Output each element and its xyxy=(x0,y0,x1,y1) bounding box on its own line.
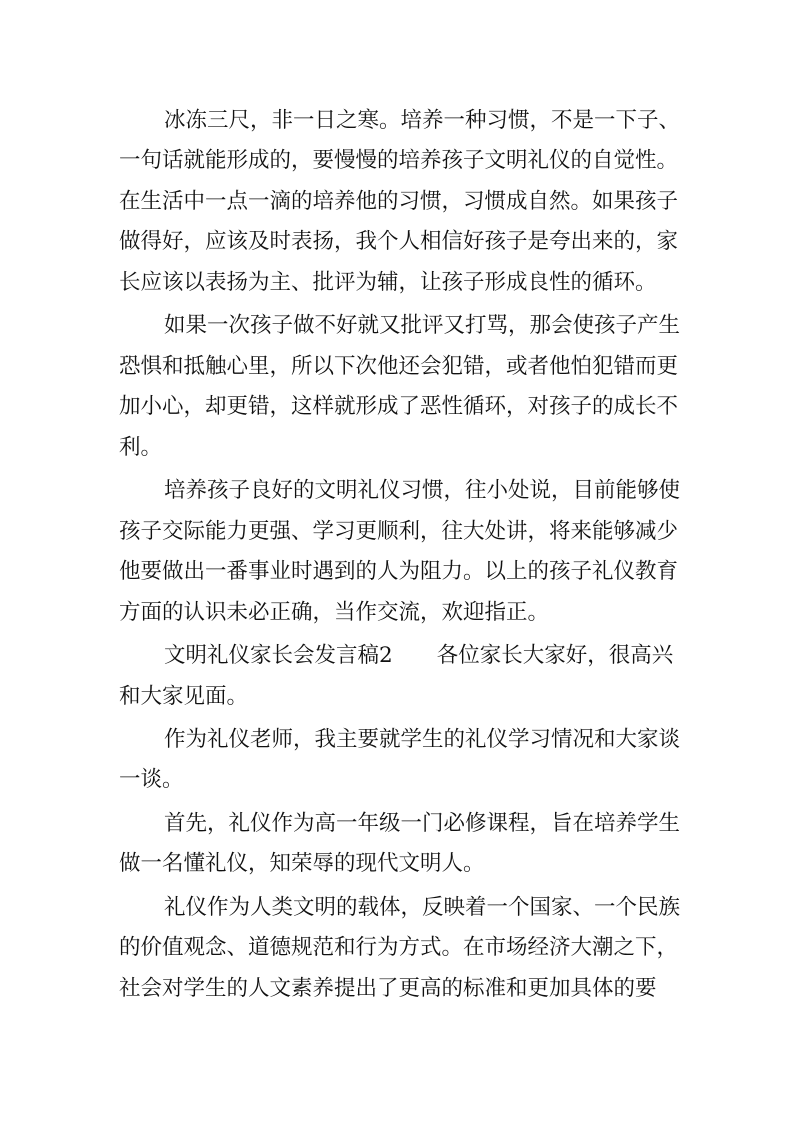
paragraph-3-line-3: 他要做出一番事业时遇到的人为阻力。以上的孩子礼仪教育 xyxy=(119,559,679,584)
paragraph-7-line-2: 的价值观念、道德规范和行为方式。在市场经济大潮之下， xyxy=(119,935,679,960)
paragraph-2-line-3: 加小心，却更错，这样就形成了恶性循环，对孩子的成长不 xyxy=(119,394,679,419)
paragraph-7-line-1: 礼仪作为人类文明的载体，反映着一个国家、一个民族 xyxy=(164,895,681,920)
paragraph-2-line-4: 利。 xyxy=(119,435,163,460)
paragraph-5-line-1: 作为礼仪老师，我主要就学生的礼仪学习情况和大家谈 xyxy=(164,727,681,752)
speech-heading: 文明礼仪家长会发言稿2 xyxy=(164,643,393,668)
paragraph-3-line-4: 方面的认识未必正确，当作交流，欢迎指正。 xyxy=(119,600,550,625)
paragraph-6-line-2: 做一名懂礼仪，知荣辱的现代文明人。 xyxy=(119,851,485,876)
paragraph-1-line-5: 长应该以表扬为主、批评为辅，让孩子形成良性的循环。 xyxy=(119,270,657,295)
paragraph-4-line-2: 和大家见面。 xyxy=(119,684,249,709)
paragraph-2-line-1: 如果一次孩子做不好就又批评又打骂，那会使孩子产生 xyxy=(164,313,681,338)
paragraph-1-line-3: 在生活中一点一滴的培养他的习惯，习惯成自然。如果孩子 xyxy=(119,189,679,214)
paragraph-1-line-2: 一句话就能形成的，要慢慢的培养孩子文明礼仪的自觉性。 xyxy=(119,148,679,173)
paragraph-5-line-2: 一谈。 xyxy=(119,767,184,792)
paragraph-3-line-1: 培养孩子良好的文明礼仪习惯，往小处说，目前能够使 xyxy=(164,478,681,503)
paragraph-6-line-1: 首先，礼仪作为高一年级一门必修课程，旨在培养学生 xyxy=(164,811,681,836)
paragraph-3-line-2: 孩子交际能力更强、学习更顺利，往大处讲，将来能够减少 xyxy=(119,519,679,544)
greeting-text: 各位家长大家好，很高兴 xyxy=(436,643,674,668)
speech-heading-line xyxy=(164,643,673,669)
paragraph-1-line-4: 做得好，应该及时表扬，我个人相信好孩子是夸出来的，家 xyxy=(119,229,679,254)
paragraph-7-line-3: 社会对学生的人文素养提出了更高的标准和更加具体的要 xyxy=(119,976,657,1001)
paragraph-1-line-1: 冰冻三尺，非一日之寒。培养一种习惯，不是一下子、 xyxy=(164,108,681,133)
paragraph-2-line-2: 恐惧和抵触心里，所以下次他还会犯错，或者他怕犯错而更 xyxy=(119,354,679,379)
